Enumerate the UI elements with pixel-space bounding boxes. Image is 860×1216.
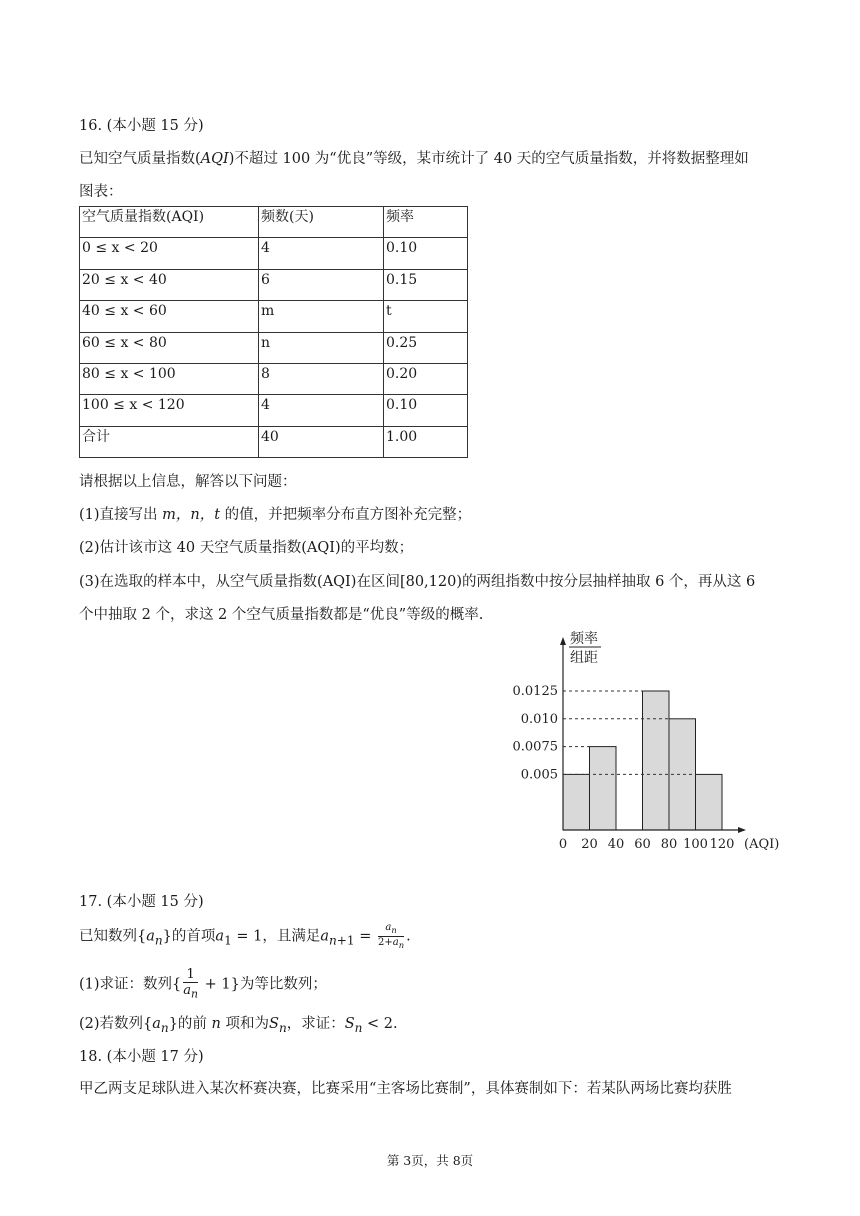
table-cell: m (259, 301, 384, 332)
x-tick-label: 60 (634, 837, 651, 852)
table-cell: 0.25 (384, 332, 468, 363)
histogram-bar (563, 774, 590, 830)
table-row (80, 363, 468, 394)
table-cell: 60 ≤ x < 80 (80, 332, 259, 363)
table-cell: 1.00 (384, 426, 468, 457)
table-cell: n (259, 332, 384, 363)
q17-line1: 已知数列$\{a_n\}$的首项$a_1 = 1$，且满足$a_{n+1}$ = $\frac{a_n}{2+a_n}$ . (79, 922, 411, 950)
y-tick-label: 0.010 (520, 711, 558, 727)
q16-part1: (1)直接写出 m，n，t 的值，并把频率分布直方图补充完整； (79, 507, 472, 523)
table-cell: t (384, 301, 468, 332)
table-cell: 空气质量指数(AQI) (80, 207, 259, 238)
table-cell: 80 ≤ x < 100 (80, 363, 259, 394)
y-tick-label: 0.0075 (512, 739, 558, 755)
table-row (80, 238, 468, 269)
q16-part3-line1: (3)在选取的样本中，从空气质量指数(AQI)在区间[80,120)的两组指数中按分层抽样抽取 6 个，再从这 6 (79, 574, 756, 590)
x-axis-label: (AQI) (744, 837, 780, 852)
table-cell: 40 (259, 426, 384, 457)
table-row (80, 301, 468, 332)
x-tick-label: 80 (660, 837, 678, 852)
histogram-bar (696, 774, 723, 830)
table-cell: 合计 (80, 426, 259, 457)
q16-intro-line2: 图表： (79, 184, 123, 200)
table-row (80, 269, 468, 300)
q16-part3-line2: 个中抽取 2 个，求这 2 个空气质量指数都是“优良”等级的概率. (79, 607, 484, 623)
table-cell: 6 (259, 269, 384, 300)
q16-intro-line1: 已知空气质量指数(AQI)不超过 100 为“优良”等级，某市统计了 40 天的空气质量指数，并将数据整理如 (79, 151, 749, 167)
page-footer: 第 3页，共 8页 (386, 1153, 474, 1168)
q16-prompt: 请根据以上信息，解答以下问题： (79, 474, 297, 490)
y-tick-label: 0.0125 (512, 684, 558, 699)
y-axis-label-numerator: 频率 (570, 631, 598, 647)
q18-heading: 18. (本小题 17 分) (79, 1049, 204, 1065)
table-cell: 0.15 (384, 269, 468, 300)
table-cell: 4 (259, 238, 384, 269)
x-tick-label: 0 (558, 837, 568, 852)
table-row (80, 332, 468, 363)
q18-line1: 甲乙两支足球队进入某次杯赛决赛，比赛采用“主客场比赛制”，具体赛制如下：若某队两场比赛均获胜 (79, 1081, 732, 1097)
x-tick-label: 20 (581, 837, 598, 852)
x-tick-label: 40 (607, 837, 625, 852)
table-cell: 0.20 (384, 363, 468, 394)
histogram-bar (590, 747, 617, 830)
q16-heading: 16. (本小题 15 分) (79, 118, 204, 134)
table-row (80, 426, 468, 457)
table-cell: 8 (259, 363, 384, 394)
x-tick-label: 100 (683, 837, 708, 852)
q16-part2: (2)估计该市这 40 天空气质量指数(AQI)的平均数； (79, 540, 414, 556)
table-cell: 40 ≤ x < 60 (80, 301, 259, 332)
frequency-table (79, 206, 468, 458)
q17-part2: (2)若数列$\{a_n\}$的前 n 项和为$S_n$，求证：$S_n < 2$. (79, 1016, 398, 1035)
table-cell: 0.10 (384, 238, 468, 269)
table-header-row (80, 207, 468, 238)
q17-heading: 17. (本小题 15 分) (79, 894, 204, 910)
histogram-bar (643, 691, 670, 830)
y-tick-label: 0.005 (520, 767, 558, 783)
y-axis-label-denominator: 组距 (570, 650, 598, 666)
table-cell: 0 ≤ x < 20 (80, 238, 259, 269)
q17-part1: (1)求证：数列{ $\frac{1}{a_n}$ + 1}为等比数列； (79, 967, 327, 1001)
y-axis-arrow (560, 637, 566, 645)
table-cell: 0.10 (384, 395, 468, 426)
table-cell: 频数(天) (259, 207, 384, 238)
table-cell: 频率 (384, 207, 468, 238)
table-cell: 4 (259, 395, 384, 426)
histogram-chart (500, 625, 800, 860)
table-row (80, 395, 468, 426)
x-axis-arrow (738, 827, 746, 833)
table-cell: 100 ≤ x < 120 (80, 395, 259, 426)
table-cell: 20 ≤ x < 40 (80, 269, 259, 300)
x-tick-label: 120 (709, 837, 735, 852)
